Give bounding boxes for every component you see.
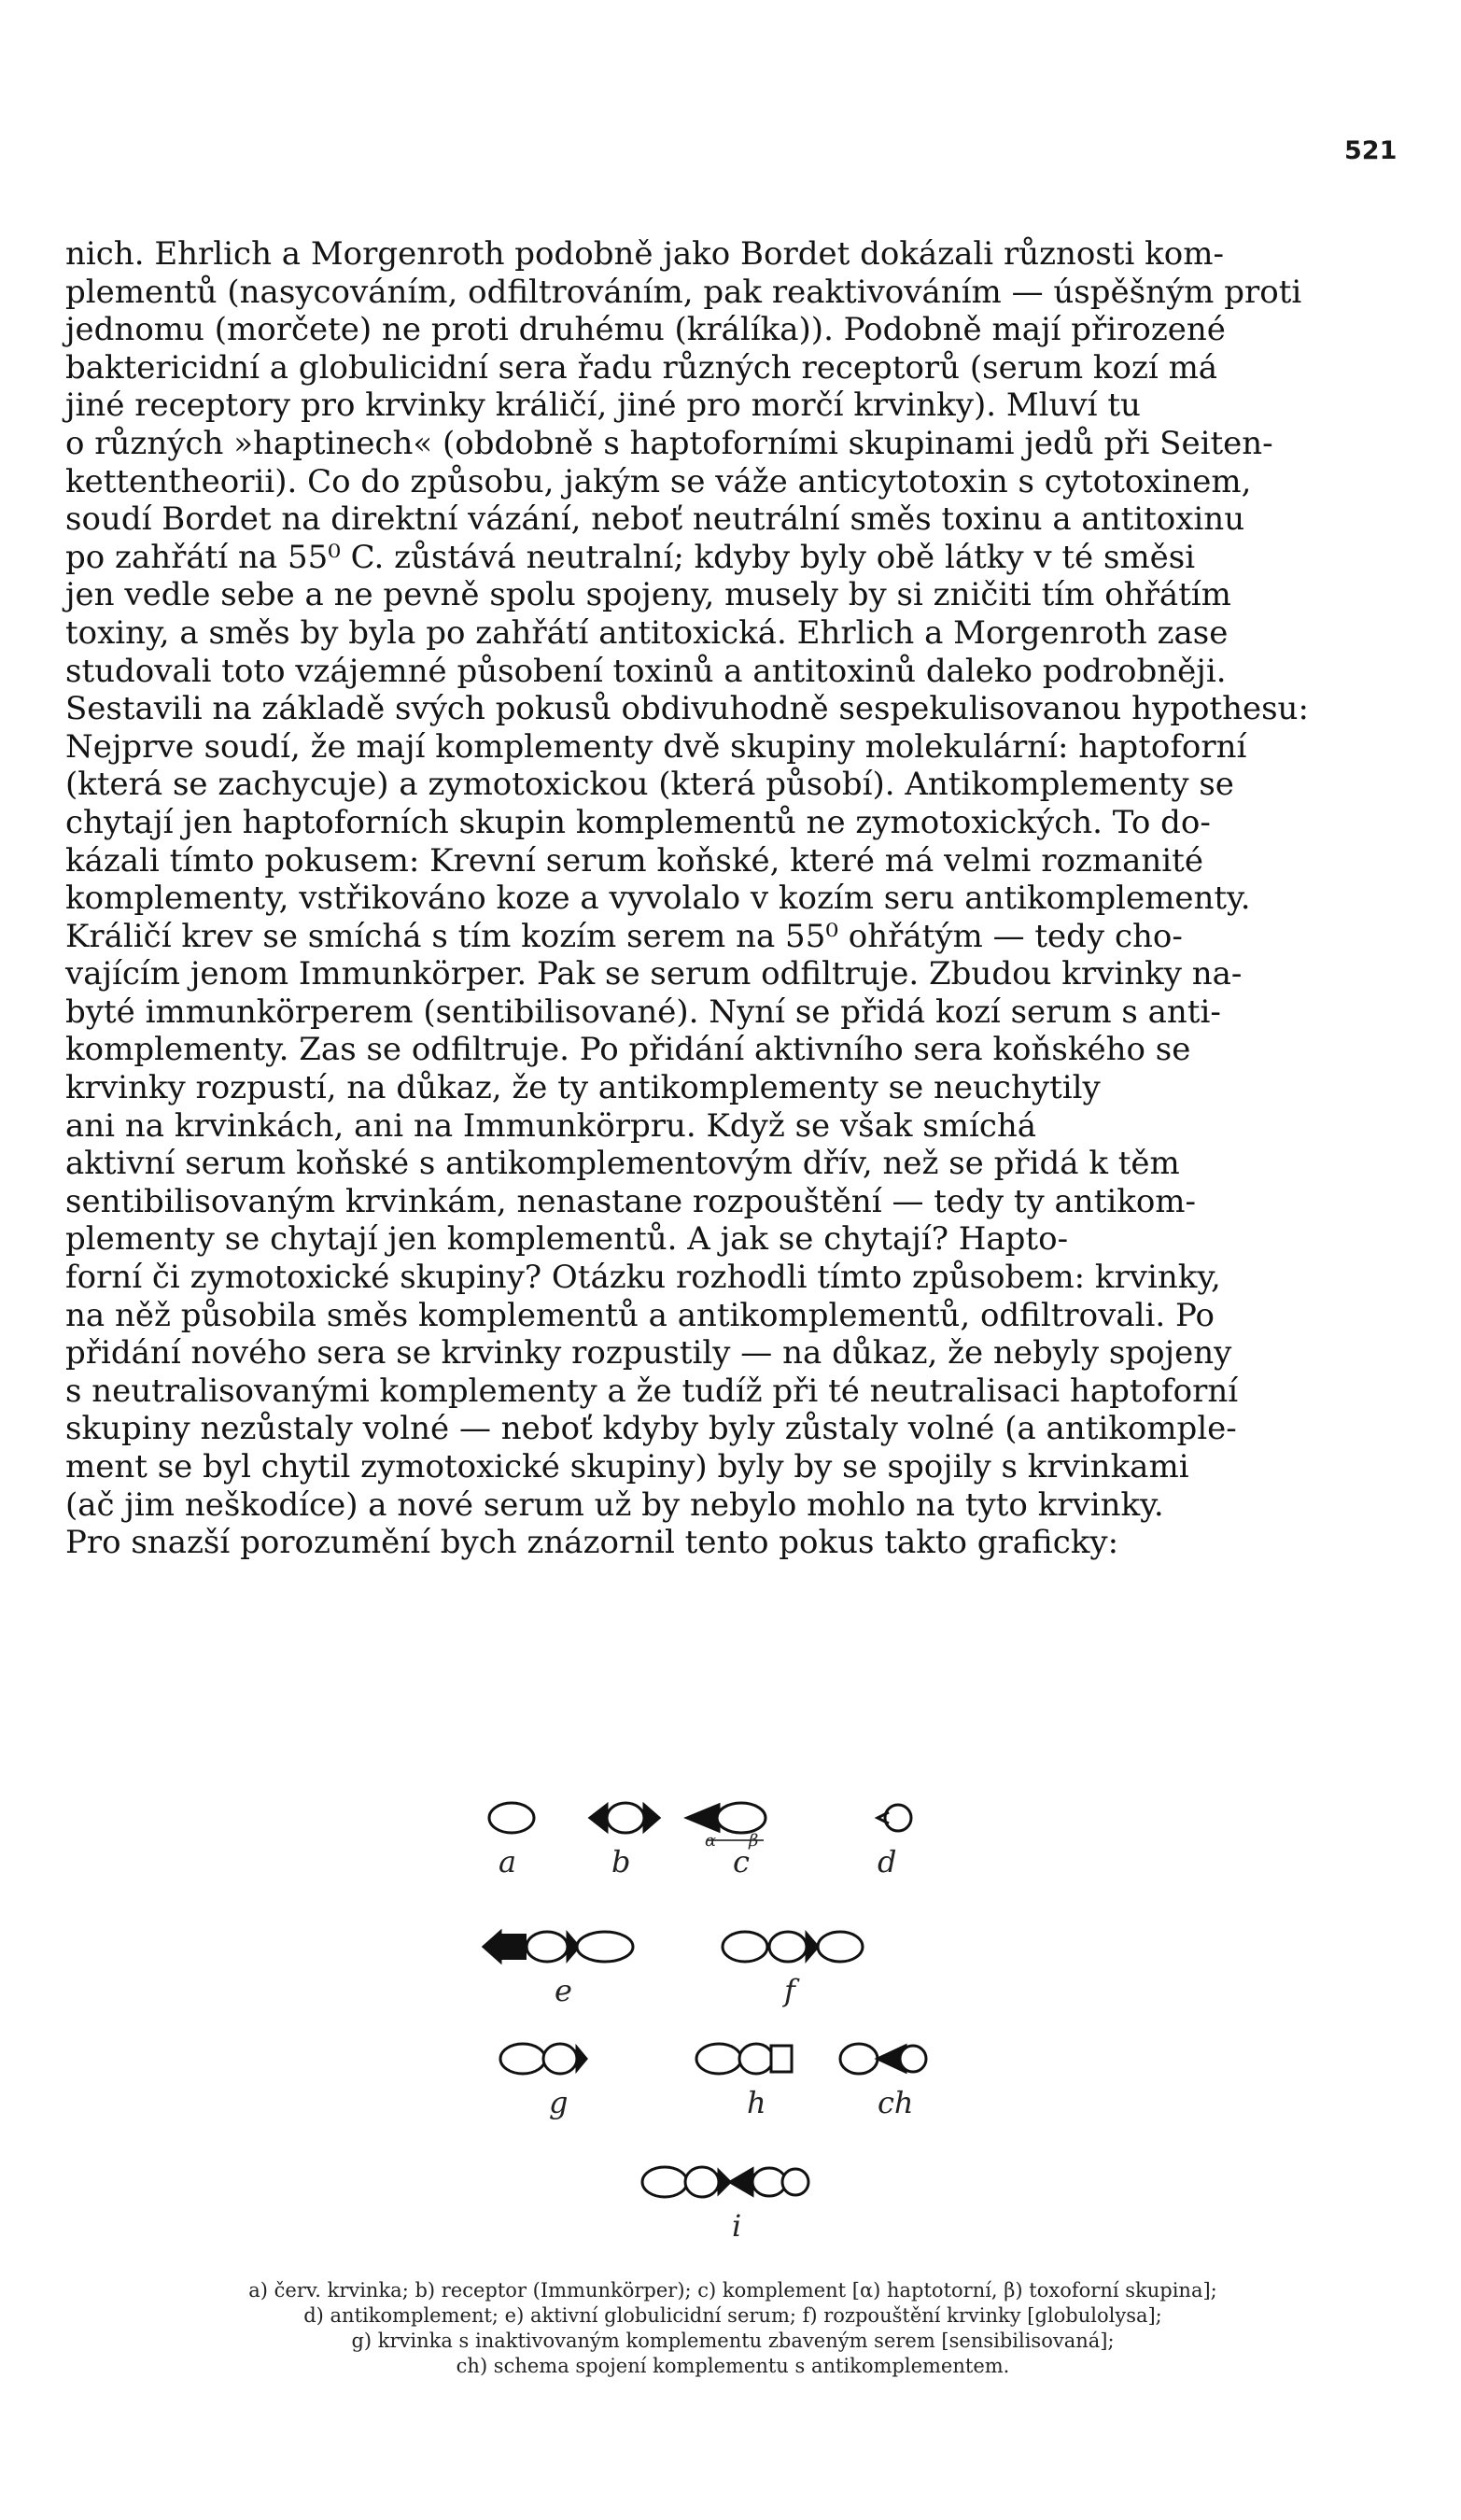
text-line: jiné receptory pro krvinky králičí, jiné pro morčí krvinky). Mluví tu [65,387,1141,425]
text-line: Sestavili na základě svých pokusů obdivuhodně sespekulisovanou hypothesu: [65,690,1309,728]
label-a: a [499,1844,517,1879]
shape-f-globulolysis [723,1932,863,1962]
text-line: (ač jim neškodíce) a nové serum už by nebylo mohlo na tyto krvinky. [65,1485,1164,1524]
figure-caption [112,2278,1354,2379]
label-alpha: α [705,1831,717,1851]
text-line: Nejprve soudí, že mají komplementy dvě skupiny molekulární: haptoforní [65,727,1247,766]
text-line: Pro snazší porozumění bych znázornil tento pokus takto graficky: [65,1524,1119,1562]
text-line: baktericidní a globulicidní sera řadu různých receptorů (serum kozí má [65,348,1218,387]
text-line: přidání nového sera se krvinky rozpustily — na důkaz, že nebyly spojeny [65,1334,1232,1373]
text-line: komplementy, vstřikováno koze a vyvolalo v kozím seru antikomplementy. [65,880,1251,918]
text-line: komplementy. Zas se odfiltruje. Po přidání aktivního sera koňského se [65,1031,1191,1069]
label-beta: β [749,1831,759,1851]
shape-b-receptor [590,1803,659,1833]
text-line: aktivní serum koňské s antikomplementovým dřív, než se přidá k těm [65,1145,1180,1183]
text-line: sentibilisovaným krvinkám, nenastane rozpouštění — tedy ty antikom- [65,1182,1197,1220]
text-line: byté immunkörperem (sentibilisované). Nyní se přidá kozí serum s anti- [65,993,1221,1031]
text-line: (která se zachycuje) a zymotoxickou (která působí). Antikomplementy se [65,766,1234,804]
shape-i [642,2167,808,2197]
text-line: skupiny nezůstaly volné — neboť kdyby byly zůstaly volné (a antikomple- [65,1410,1237,1448]
text-line: na něž působila směs komplementů a antikomplementů, odfiltrovali. Po [65,1296,1215,1334]
caption-line: d) antikomplement; e) aktivní globulicidní serum; f) rozpouštění krvinky [globulolysa]; [303,2304,1162,2327]
caption-line: ch) schema spojení komplementu s antikomplementem. [456,2355,1010,2377]
shape-a-red-cell [489,1803,534,1833]
text-line: jednomu (morčete) ne proti druhému (králíka)). Podobně mají přirozené [65,311,1226,349]
label-f: f [784,1973,795,2008]
shape-h [696,2044,792,2074]
shape-d-anticomplement [878,1805,911,1831]
label-h: h [747,2085,766,2120]
text-line: studovali toto vzájemné působení toxinů a antitoxinů daleko podrobněji. [65,652,1227,690]
text-line: plementů (nasycováním, odfiltrováním, pak reaktivováním — úspěšným proti [65,273,1302,311]
text-line: ment se byl chytil zymotoxické skupiny) byly by se spojily s krvinkami [65,1448,1189,1485]
text-line: jen vedle sebe a ne pevně spolu spojeny, musely by si zničiti tím ohřátím [65,576,1231,614]
diagram-figure [467,1779,934,2245]
text-line: soudí Bordet na direktní vázání, neboť neutrální směs toxinu a antitoxinu [65,500,1245,539]
label-g: g [549,2085,569,2120]
label-c: c [733,1844,750,1879]
label-ch: ch [878,2085,914,2120]
text-line: vajícím jenom Immunkörper. Pak se serum odfiltruje. Zbudou krvinky na- [65,955,1243,993]
caption-line: a) červ. krvinka; b) receptor (Immunkörper); c) komplement [α) haptotorní, β) toxoforní skupina]; [248,2279,1217,2302]
text-line: nich. Ehrlich a Morgenroth podobně jako Bordet dokázali různosti kom- [65,235,1224,273]
text-line: krvinky rozpustí, na důkaz, že ty antikomplementy se neuchytily [65,1069,1101,1107]
text-line: po zahřátí na 55⁰ C. zůstává neutralní; kdyby byly obě látky v té směsi [65,538,1196,576]
text-line: kettentheorii). Co do způsobu, jakým se váže anticytotoxin s cytotoxinem, [65,462,1252,500]
page-number: 521 [1344,136,1398,165]
diagram-svg [467,1779,934,2245]
body-text [65,235,1419,1562]
text-line: ani na krvinkách, ani na Immunkörpru. Když se však smíchá [65,1106,1037,1145]
label-i: i [732,2208,742,2244]
label-d: d [878,1844,897,1879]
caption-line: g) krvinka s inaktivovaným komplementu zbaveným serem [sensibilisovaná]; [351,2330,1115,2352]
text-line: toxiny, a směs by byla po zahřátí antitoxická. Ehrlich a Morgenroth zase [65,613,1229,652]
shape-e-active-serum [484,1932,633,1962]
text-line: o různých »haptinech« (obdobně s haptoforními skupinami jedů při Seiten- [65,424,1273,462]
label-b: b [611,1844,631,1879]
text-line: kázali tímto pokusem: Krevní serum koňské, které má velmi rozmanité [65,841,1203,880]
text-line: forní či zymotoxické skupiny? Otázku rozhodli tímto způsobem: krvinky, [65,1259,1221,1297]
text-line: chytají jen haptoforních skupin komplementů ne zymotoxických. To do- [65,803,1211,841]
text-line: plementy se chytají jen komplementů. A jak se chytají? Hapto- [65,1220,1069,1259]
shape-ch-schema [840,2044,926,2074]
text-line: s neutralisovanými komplementy a že tudíž při té neutralisaci haptoforní [65,1372,1239,1410]
label-e: e [555,1973,572,2008]
text-line: Králičí krev se smíchá s tím kozím serem na 55⁰ ohřátým — tedy cho- [65,917,1183,955]
shape-g-sensitized-cell [500,2044,586,2074]
